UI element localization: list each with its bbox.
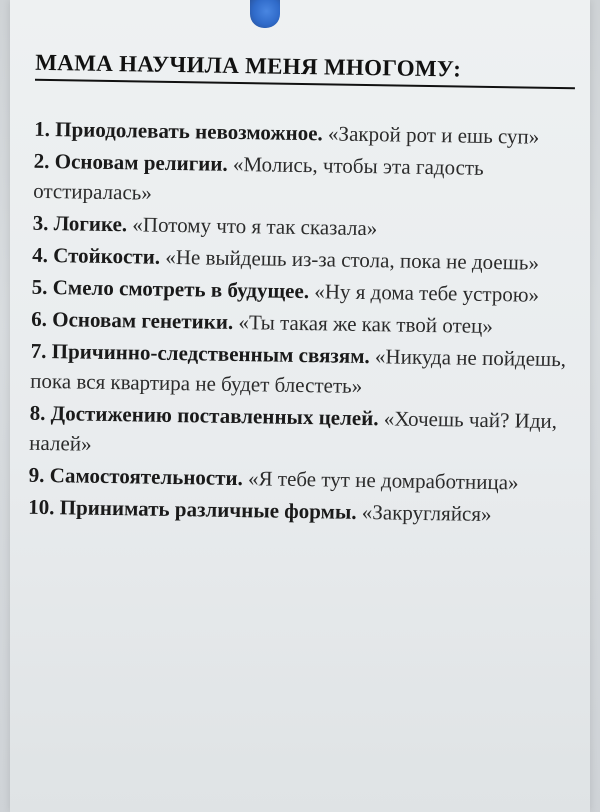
item-quote: «Никуда не пойдешь, пока вся квартира не будет блестеть» [30, 344, 567, 398]
list-item [30, 336, 571, 404]
item-number: 2. [33, 148, 50, 174]
item-number: 7. [30, 338, 47, 364]
item-number: 3. [32, 210, 49, 236]
list-item [33, 146, 574, 214]
item-lesson: Логике. [53, 211, 128, 237]
item-quote: «Хочешь чай? Иди, налей» [29, 406, 558, 456]
item-lesson: Стойкости. [53, 243, 161, 269]
item-number: 4. [32, 242, 49, 268]
item-quote: «Я тебе тут не домработница» [247, 466, 519, 495]
item-quote: «Потому что я так сказала» [132, 212, 378, 241]
item-number: 8. [29, 400, 46, 426]
item-number: 1. [34, 116, 51, 142]
item-lesson: Достижению поставленных целей. [50, 401, 379, 431]
item-quote: «Ты такая же как твой отец» [238, 310, 493, 339]
item-lesson: Приодолевать невозможное. [55, 117, 323, 146]
lessons-list [28, 114, 574, 532]
item-lesson: Причинно-следственным связям. [51, 339, 370, 369]
item-lesson: Основам генетики. [52, 307, 234, 334]
sheet-title: МАМА НАУЧИЛА МЕНЯ МНОГОМУ: [35, 49, 462, 82]
item-lesson: Смело смотреть в будущее. [52, 275, 310, 304]
item-number: 5. [31, 274, 48, 300]
item-quote: «Не выйдешь из-за стола, пока не доешь» [165, 244, 540, 275]
item-quote: «Закругляйся» [361, 499, 492, 527]
list-item [29, 398, 570, 466]
item-lesson: Принимать различные формы. [59, 495, 357, 524]
item-quote: «Молись, чтобы эта гадость отстиралась» [33, 151, 484, 205]
item-lesson: Основам религии. [54, 149, 228, 176]
item-number: 9. [28, 462, 45, 487]
item-number: 6. [31, 306, 48, 332]
item-number: 10. [28, 494, 55, 520]
item-quote: «Закрой рот и ешь суп» [327, 121, 540, 149]
item-lesson: Самостоятельности. [49, 463, 244, 491]
list-item [28, 492, 568, 530]
item-quote: «Ну я дома тебе устрою» [314, 279, 540, 307]
